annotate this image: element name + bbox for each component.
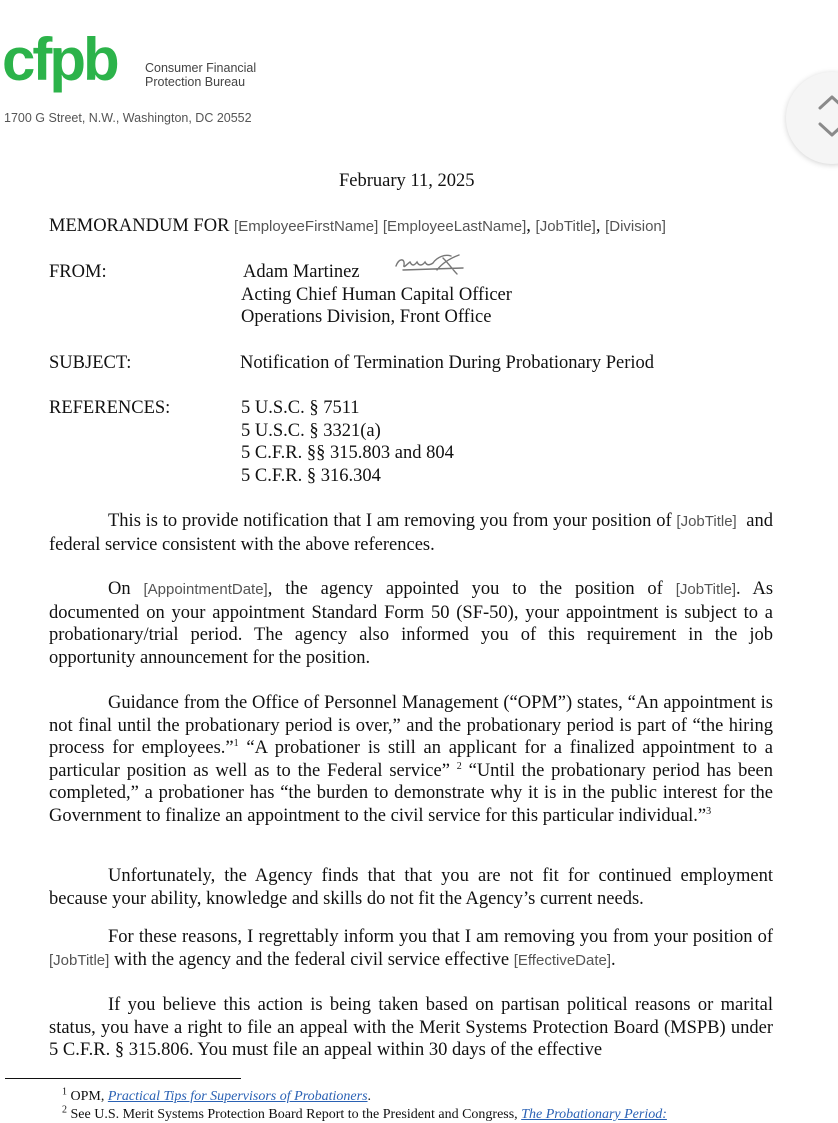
employee-last-name-placeholder: [EmployeeLastName] [382,218,527,235]
signature-mark [393,252,467,278]
p5-text-c: . [611,949,616,970]
paragraph-opm-guidance [49,692,773,828]
appointment-date-placeholder: [AppointmentDate] [143,581,268,598]
job-title-placeholder: [JobTitle] [535,218,596,235]
footnote-text: See U.S. Merit Systems Protection Board Report to the President and Congress, [70,1107,518,1122]
from-office: Operations Division, Front Office [241,307,492,327]
chevron-up-icon[interactable] [818,94,838,110]
footnote-text: OPM, [70,1089,105,1104]
p1-text-a: This is to provide notification that I am removing you from your position of [108,511,672,531]
from-name: Adam Martinez [243,262,360,282]
org-address: 1700 G Street, N.W., Washington, DC 20552 [4,111,252,125]
footnote-link[interactable]: The Probationary Period: [521,1107,667,1122]
p1-text-b: and federal service consistent with the above references. [49,511,773,555]
p2-text-c: . As documented on your appointment Standard Form 50 (SF-50), your appointment is subject to a probationary/trial period. The agency also informed you of this requirement in the job opportunity announcement for the position. [49,579,774,668]
footnote-2 [62,1104,667,1123]
memo-for-label: MEMORANDUM FOR [49,216,230,236]
from-label: FROM: [49,262,107,282]
from-title: Acting Chief Human Capital Officer [241,285,512,305]
job-title-placeholder: [JobTitle] [676,513,737,530]
footnote-ref[interactable]: 2 [456,760,462,772]
p6-text: If you believe this action is being taken based on partisan political reasons or marital status, you have a right to file an appeal with the Merit Systems Protection Board (MSPB) under 5 C.F.R. § 315.806. You must file an appeal within 30 days of the effective [49,995,773,1061]
memo-date: February 11, 2025 [339,171,475,191]
p5-text-a: For these reasons, I regrettably inform you that I am removing you from your position of [108,927,773,947]
paragraph-notification [49,510,773,556]
references-label: REFERENCES: [49,398,171,418]
paragraph-removal [49,926,773,972]
footnote-number: 1 [62,1086,67,1098]
footnote-ref[interactable]: 3 [706,805,712,817]
page-scroll-control[interactable] [786,72,838,164]
memo-for-line: MEMORANDUM FOR [EmployeeFirstName] [EmployeeLastName], [JobTitle], [Division] [49,216,666,236]
footnote-divider [5,1078,241,1079]
p5-text-b: with the agency and the federal civil service effective [113,949,510,970]
effective-date-placeholder: [EffectiveDate] [513,951,612,969]
paragraph-appeal-rights [49,994,773,1062]
subject-text: Notification of Termination During Probationary Period [240,353,655,373]
division-placeholder: [Division] [605,218,666,235]
p2-text-a: On [108,579,131,599]
org-name-line2: Protection Bureau [145,75,246,89]
cfpb-logo: cfpb [2,26,117,93]
footnote-link[interactable]: Practical Tips for Supervisors of Probationers [107,1089,368,1104]
p3-text-b: “A probationer is still an applicant for a finalized appointment to a particular position as well as to the Federal service” [49,738,773,781]
org-name [145,61,256,89]
p3-text-c: “Until the probationary period has been completed,” a probationer has “the burden to demonstrate why it is in the public interest for the Government to finalize an appointment to the civil service for this particular individual.” [49,760,773,826]
job-title-placeholder: [JobTitle] [675,581,737,598]
paragraph-finding [49,865,773,910]
footnote-end: . [367,1089,372,1104]
paragraph-appointment [49,578,773,669]
reference-item: 5 U.S.C. § 3321(a) [241,421,381,441]
reference-item: 5 C.F.R. § 316.304 [241,466,381,486]
footnote-1 [62,1086,372,1105]
footnote-number: 2 [62,1104,67,1116]
p4-text: Unfortunately, the Agency finds that that you are not fit for continued employment because your ability, knowledge and skills do not fit the Agency’s current needs. [49,866,773,909]
job-title-placeholder: [JobTitle] [49,951,110,969]
p3-text-a: Guidance from the Office of Personnel Management (“OPM”) states, “An appointment is not final until the probationary period is over,” and the probationary period is part of “the hiring process for employees.” [49,693,773,759]
p2-text-b: , the agency appointed you to the position of [267,579,663,599]
chevron-down-icon[interactable] [818,122,838,138]
reference-item: 5 U.S.C. § 7511 [241,398,360,418]
footnote-ref[interactable]: 1 [233,738,239,750]
subject-label: SUBJECT: [49,353,132,373]
org-name-line1: Consumer Financial [145,61,257,75]
reference-item: 5 C.F.R. §§ 315.803 and 804 [241,443,454,463]
employee-first-name-placeholder: [EmployeeFirstName] [234,218,379,235]
